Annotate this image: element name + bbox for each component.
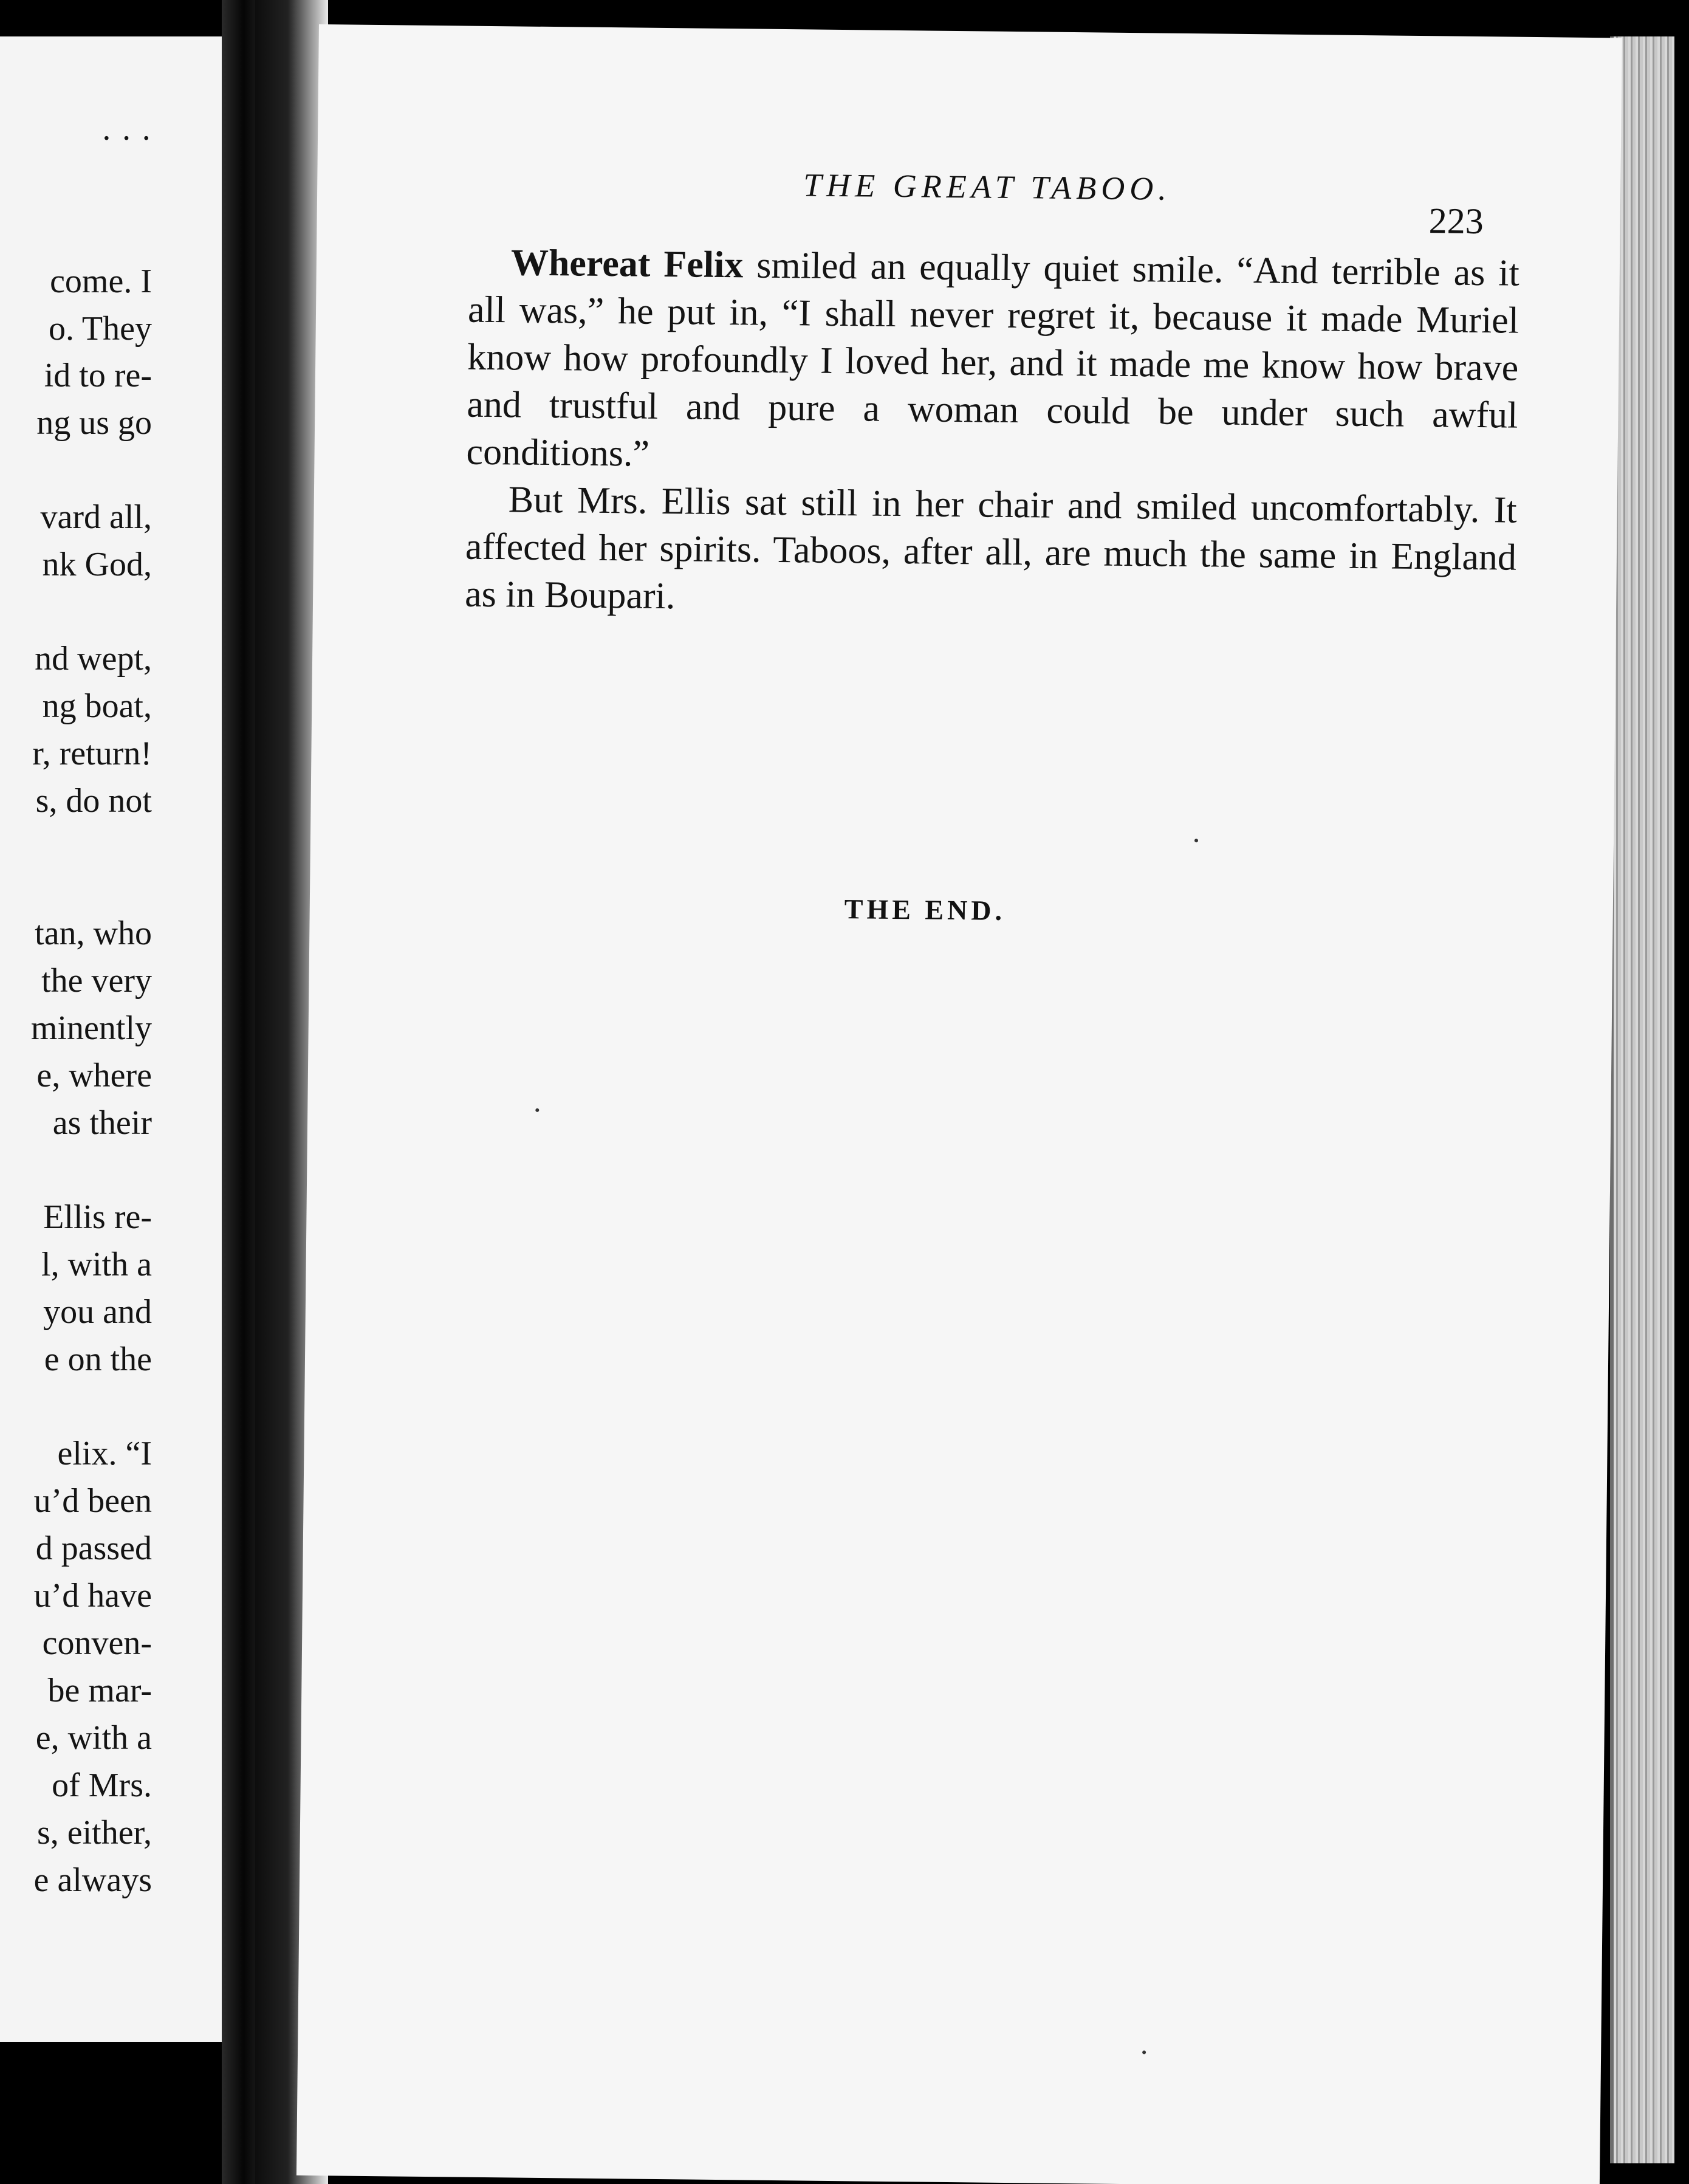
left-fragment: vard all, [40, 498, 152, 536]
left-fragment: conven- [42, 1624, 152, 1662]
body-text [465, 239, 1519, 629]
print-speck [1194, 839, 1198, 842]
left-fragment: you and [43, 1293, 152, 1331]
book-spine-shadow [222, 0, 258, 2184]
left-fragment: u’d been [33, 1482, 152, 1520]
left-fragment: ng us go [36, 404, 152, 442]
left-fragment: the very [41, 962, 152, 1000]
left-fragment: ng boat, [42, 687, 152, 725]
left-fragment: o. They [48, 310, 152, 348]
left-fragment: e, with a [35, 1719, 152, 1757]
left-fragment: nk God, [42, 546, 152, 583]
paragraph-lead: Whereat Felix [510, 242, 744, 286]
left-page [0, 36, 255, 2042]
left-fragment: r, return! [32, 735, 152, 772]
left-fragment: e always [33, 1861, 152, 1899]
left-fragment: · · · [101, 120, 152, 157]
page-number: 223 [1428, 201, 1484, 242]
running-head: THE GREAT TABOO. [803, 167, 1172, 207]
left-fragment: tan, who [35, 915, 152, 952]
left-fragment: s, do not [35, 782, 152, 820]
left-fragment: l, with a [41, 1246, 152, 1283]
left-fragment: d passed [35, 1530, 152, 1567]
right-page [296, 24, 1622, 2184]
left-fragment: e, where [36, 1057, 152, 1094]
left-fragment: u’d have [33, 1577, 152, 1615]
left-fragment: minently [30, 1009, 152, 1047]
left-fragment: come. I [50, 263, 152, 300]
paragraph: But Mrs. Ellis sat still in her chair and smiled uncomfortably. It affected her spirits. Taboos, after all, are much the same in England as in Boupari. [464, 479, 1518, 617]
left-fragment: be mar- [47, 1672, 152, 1709]
left-fragment: Ellis re- [43, 1198, 152, 1236]
left-fragment: e on the [44, 1341, 152, 1378]
the-end: THE END. [844, 893, 1006, 926]
left-fragment: s, either, [36, 1814, 152, 1852]
page-edges [1610, 36, 1674, 2163]
print-speck [535, 1108, 539, 1112]
print-speck [1142, 2050, 1146, 2054]
paragraph [466, 239, 1519, 487]
left-fragment: nd wept, [35, 640, 152, 678]
left-fragment: id to re- [44, 357, 152, 394]
paragraph-text: smiled an equally quiet smile. “And terrible as it all was,” he put in, “I shall never regret it, because it made Muriel know how profoundly I loved her, and it made me know how brave and trustful and pure a woman could be under such awful conditions.” [466, 244, 1520, 475]
left-fragment: as their [52, 1104, 152, 1142]
left-fragment: elix. “I [57, 1435, 152, 1472]
left-fragment: of Mrs. [52, 1767, 152, 1804]
